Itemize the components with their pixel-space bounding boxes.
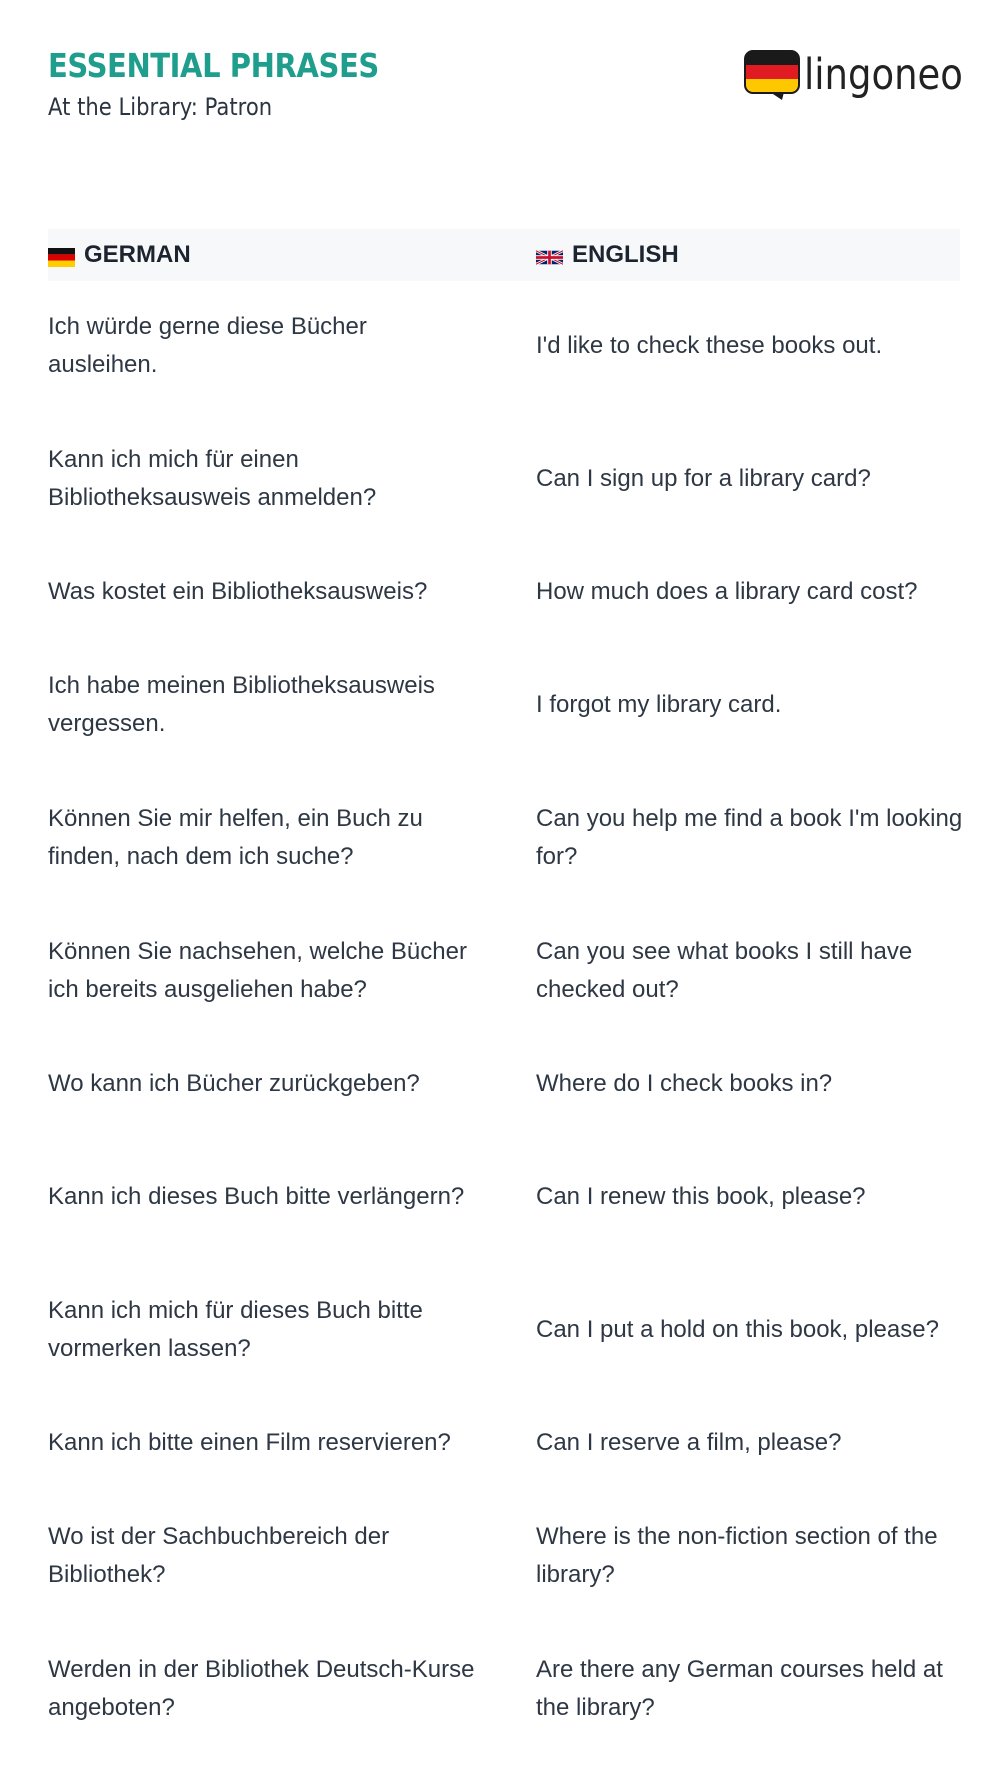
english-phrase: Can I renew this book, please? xyxy=(536,1183,866,1210)
column-header-german xyxy=(48,229,191,281)
table-row xyxy=(48,1644,960,1734)
german-phrase: Wo ist der Sachbuchbereich der Bibliothek? xyxy=(48,1523,390,1588)
english-phrase: Can you help me find a book I'm looking for? xyxy=(536,805,963,870)
table-row xyxy=(48,567,960,617)
english-phrase: Can I put a hold on this book, please? xyxy=(536,1316,939,1343)
table-row xyxy=(48,1285,960,1375)
german-phrase: Können Sie mir helfen, ein Buch zu finden, nach dem ich suche? xyxy=(48,805,423,870)
german-phrase: Ich würde gerne diese Bücher ausleihen. xyxy=(48,313,367,378)
german-phrase: Kann ich dieses Buch bitte verlängern? xyxy=(48,1183,465,1210)
uk-flag-icon xyxy=(536,246,563,265)
german-phrase: Wo kann ich Bücher zurückgeben? xyxy=(48,1070,420,1097)
table-row xyxy=(48,434,960,524)
german-phrase: Ich habe meinen Bibliotheksausweis vergessen. xyxy=(48,672,435,737)
german-phrase: Was kostet ein Bibliotheksausweis? xyxy=(48,578,428,605)
table-row xyxy=(48,301,960,391)
table-header xyxy=(48,229,960,281)
table-row xyxy=(48,926,960,1016)
lingoneo-logo[interactable] xyxy=(744,50,989,105)
german-phrase: Kann ich bitte einen Film reservieren? xyxy=(48,1429,451,1456)
table-row xyxy=(48,1511,960,1601)
page-subtitle: At the Library: Patron xyxy=(48,93,273,121)
column-label: ENGLISH xyxy=(572,241,679,268)
english-phrase: Where is the non-fiction section of the library? xyxy=(536,1523,938,1588)
english-phrase: Where do I check books in? xyxy=(536,1070,833,1097)
english-phrase: Can I reserve a film, please? xyxy=(536,1429,842,1456)
english-phrase: Can I sign up for a library card? xyxy=(536,465,871,492)
german-phrase: Können Sie nachsehen, welche Bücher ich bereits ausgeliehen habe? xyxy=(48,938,467,1003)
german-flag-speech-bubble-icon xyxy=(744,50,800,105)
table-row xyxy=(48,1418,960,1468)
logo-text: lingoneo xyxy=(804,50,963,100)
german-phrase: Werden in der Bibliothek Deutsch-Kurse angeboten? xyxy=(48,1656,475,1721)
table-row xyxy=(48,1059,960,1109)
page-title: ESSENTIAL PHRASES xyxy=(48,46,379,85)
german-flag-icon xyxy=(48,246,75,265)
german-phrase: Kann ich mich für dieses Buch bitte vormerken lassen? xyxy=(48,1297,423,1362)
english-phrase: I'd like to check these books out. xyxy=(536,332,883,359)
column-header-english xyxy=(536,229,679,281)
english-phrase: Can you see what books I still have checked out? xyxy=(536,938,913,1003)
column-label: GERMAN xyxy=(84,241,191,268)
english-phrase: Are there any German courses held at the library? xyxy=(536,1656,943,1721)
table-row xyxy=(48,660,960,750)
german-phrase: Kann ich mich für einen Bibliotheksausweis anmelden? xyxy=(48,446,377,511)
table-row xyxy=(48,1152,960,1242)
table-row xyxy=(48,793,963,883)
english-phrase: I forgot my library card. xyxy=(536,691,782,718)
english-phrase: How much does a library card cost? xyxy=(536,578,918,605)
